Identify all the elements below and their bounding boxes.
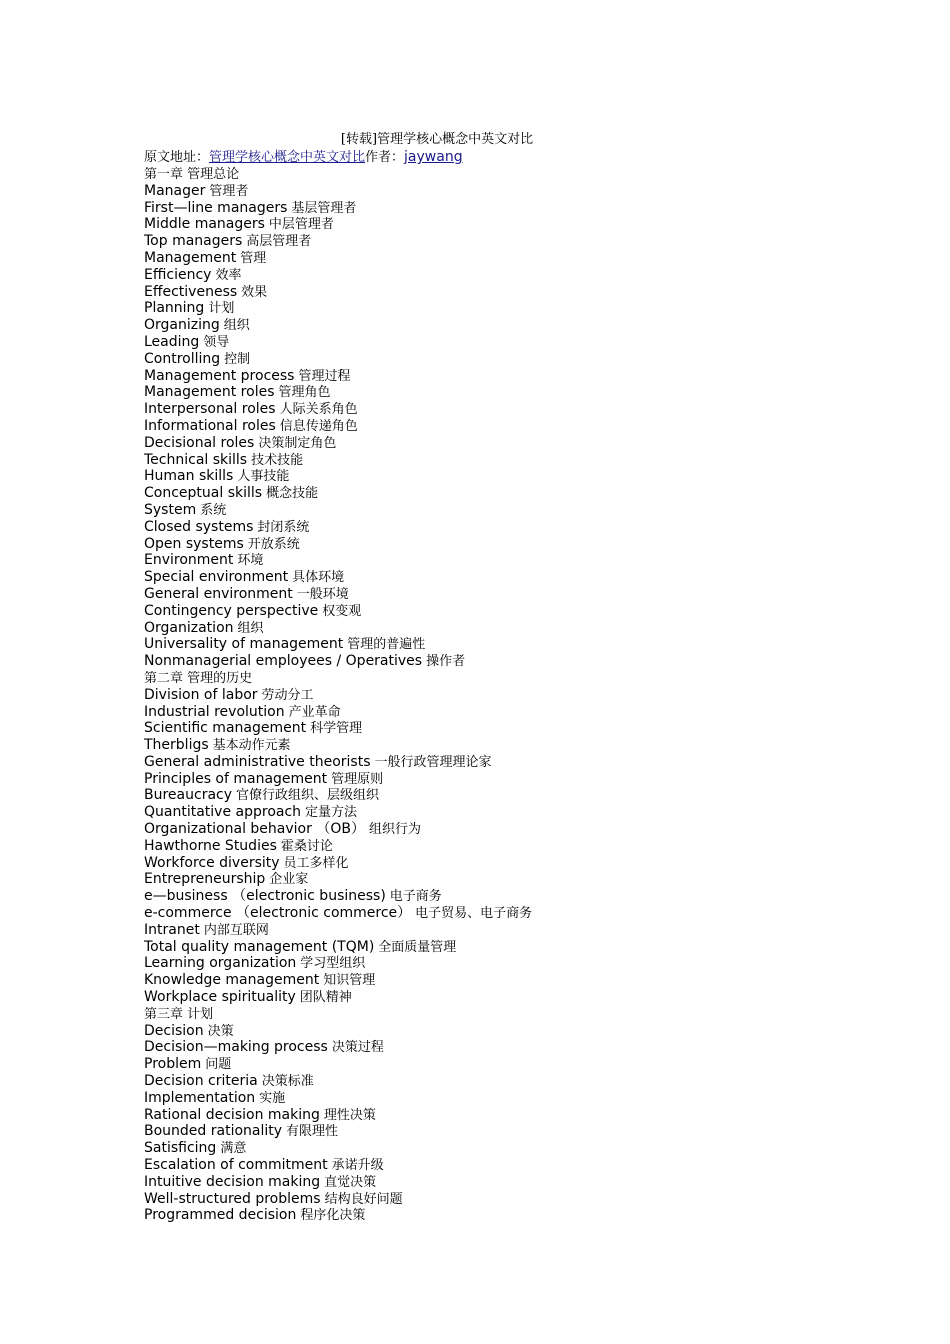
- term-chinese: 问题: [205, 1057, 232, 1073]
- glossary-entry: [144, 1107, 844, 1124]
- glossary-entry: [144, 435, 844, 452]
- term-english: Problem: [144, 1056, 202, 1073]
- term-english: Division of labor: [144, 686, 258, 703]
- glossary-entry: [144, 1090, 844, 1107]
- glossary-entry: [144, 922, 844, 939]
- term-chinese: 领导: [203, 334, 230, 350]
- term-english: Effectiveness: [144, 283, 238, 300]
- term-chinese: 学习型组织: [300, 956, 366, 972]
- term-english: Human skills: [144, 468, 234, 485]
- glossary-entry: [144, 1123, 844, 1140]
- term-english: Nonmanagerial employees / Operatives: [144, 653, 423, 670]
- term-chinese: 员工多样化: [283, 855, 349, 871]
- term-english: System: [144, 501, 197, 518]
- glossary-entry: [144, 250, 844, 267]
- term-english: General environment: [144, 585, 293, 602]
- glossary-entry: [144, 334, 844, 351]
- term-english: Decision: [144, 1022, 204, 1039]
- term-english: Learning organization: [144, 955, 297, 972]
- chapter-heading: [144, 670, 844, 687]
- term-english: Decision criteria: [144, 1073, 258, 1090]
- glossary-entry: [144, 720, 844, 737]
- glossary-entry: [144, 804, 844, 821]
- term-chinese: 实施: [259, 1090, 286, 1106]
- term-chinese: 企业家: [269, 872, 309, 888]
- term-english: Universality of management: [144, 636, 344, 653]
- glossary-entry: [144, 452, 844, 469]
- term-english: Intranet: [144, 921, 200, 938]
- term-english: Entrepreneurship: [144, 871, 266, 888]
- term-chinese: 一般环境: [296, 586, 349, 602]
- term-chinese: 信息传递角色: [279, 418, 358, 434]
- term-chinese: 高层管理者: [246, 234, 312, 250]
- term-english: Special environment: [144, 569, 289, 586]
- term-english: Environment: [144, 552, 234, 569]
- glossary-entry: [144, 485, 844, 502]
- glossary-entry: [144, 1157, 844, 1174]
- term-chinese: 科学管理: [310, 721, 363, 737]
- glossary-entry: [144, 704, 844, 721]
- term-english: Workforce diversity: [144, 854, 280, 871]
- term-english: Management roles: [144, 384, 275, 401]
- term-english: Management: [144, 249, 237, 266]
- glossary-entry: [144, 989, 844, 1006]
- glossary-entry: [144, 972, 844, 989]
- term-english: Industrial revolution: [144, 703, 285, 720]
- term-english: Top managers: [144, 233, 243, 250]
- term-english: Knowledge management: [144, 972, 320, 989]
- term-english: Decisional roles: [144, 434, 255, 451]
- glossary-entry: [144, 687, 844, 704]
- chapter-heading-text: 第三章 计划: [144, 1006, 214, 1022]
- glossary-entry: [144, 1073, 844, 1090]
- source-label: 原文地址：: [144, 150, 210, 165]
- term-chinese: 程序化决策: [300, 1208, 366, 1224]
- term-chinese: 管理: [240, 250, 267, 266]
- chapter-heading-text: 第一章 管理总论: [144, 167, 240, 182]
- term-english: Leading: [144, 333, 200, 350]
- term-chinese: 基层管理者: [291, 200, 357, 216]
- source-line: [144, 148, 844, 166]
- term-chinese: 基本动作元素: [212, 738, 291, 754]
- term-english: Planning: [144, 300, 205, 317]
- term-chinese: 管理者: [209, 183, 249, 199]
- term-chinese: 管理的普遍性: [347, 637, 426, 653]
- term-english: First—line managers: [144, 199, 288, 216]
- glossary-entry: [144, 317, 844, 334]
- term-chinese: 权变观: [322, 603, 362, 619]
- term-chinese: 操作者: [426, 654, 466, 670]
- chapter-heading-text: 第二章 管理的历史: [144, 670, 253, 686]
- term-english: Manager: [144, 182, 206, 199]
- glossary-entry: [144, 955, 844, 972]
- term-english: Contingency perspective: [144, 602, 319, 619]
- glossary-entry: [144, 284, 844, 301]
- glossary-entry: [144, 771, 844, 788]
- glossary-entry: [144, 552, 844, 569]
- term-english: Therbligs: [144, 737, 209, 754]
- term-english: Implementation: [144, 1089, 256, 1106]
- glossary-entry: [144, 653, 844, 670]
- term-chinese: 产业革命: [288, 704, 341, 720]
- term-english: Bounded rationality: [144, 1123, 283, 1140]
- term-chinese: 效率: [215, 267, 242, 283]
- term-chinese: 组织: [237, 620, 264, 636]
- term-english: Informational roles: [144, 417, 276, 434]
- term-english: Conceptual skills: [144, 485, 263, 502]
- term-chinese: 具体环境: [292, 570, 345, 586]
- term-chinese: 一般行政管理理论家: [374, 754, 492, 770]
- term-chinese: 管理角色: [278, 385, 331, 401]
- term-chinese: 团队精神: [299, 990, 352, 1006]
- glossary-entry: [144, 905, 844, 922]
- glossary-entry: [144, 384, 844, 401]
- term-chinese: 直觉决策: [324, 1174, 377, 1190]
- document-page: [144, 131, 844, 1224]
- chapter-heading: [144, 166, 844, 183]
- term-chinese: 官僚行政组织、层级组织: [236, 788, 380, 804]
- glossary-entry: [144, 1023, 844, 1040]
- term-chinese: 决策过程: [331, 1040, 384, 1056]
- glossary-entry: [144, 368, 844, 385]
- term-english: Well-structured problems: [144, 1190, 321, 1207]
- term-chinese: 组织: [223, 318, 250, 334]
- term-chinese: 霍桑讨论: [280, 838, 333, 854]
- term-chinese: 效果: [241, 284, 268, 300]
- glossary-entry: [144, 502, 844, 519]
- glossary-entry: [144, 636, 844, 653]
- term-chinese: 满意: [220, 1141, 247, 1157]
- term-chinese: 概念技能: [266, 486, 319, 502]
- term-chinese: 电子商务: [389, 889, 442, 905]
- term-english: Management process: [144, 367, 295, 384]
- term-english: Interpersonal roles: [144, 401, 276, 418]
- document-title: [转载]管理学核心概念中英文对比: [340, 132, 534, 147]
- term-english: Efficiency: [144, 266, 212, 283]
- glossary-entry: [144, 267, 844, 284]
- term-chinese: 开放系统: [247, 536, 300, 552]
- term-chinese: 内部互联网: [203, 922, 269, 938]
- glossary-entry: [144, 200, 844, 217]
- glossary-entry: [144, 401, 844, 418]
- glossary-entry: [144, 183, 844, 200]
- term-chinese: 决策: [207, 1023, 234, 1039]
- chapter-heading: [144, 1006, 844, 1023]
- glossary-list: [144, 166, 844, 1224]
- glossary-entry: [144, 569, 844, 586]
- term-english: Intuitive decision making: [144, 1173, 321, 1190]
- term-english: Decision—making process: [144, 1039, 328, 1056]
- glossary-entry: [144, 787, 844, 804]
- term-english: Closed systems: [144, 518, 254, 535]
- glossary-entry: [144, 1039, 844, 1056]
- term-chinese: 中层管理者: [268, 217, 334, 233]
- term-chinese: 电子贸易、电子商务: [415, 906, 533, 922]
- glossary-entry: [144, 351, 844, 368]
- glossary-entry: [144, 754, 844, 771]
- source-link[interactable]: 管理学核心概念中英文对比: [209, 150, 366, 165]
- term-chinese: 劳动分工: [261, 687, 314, 703]
- term-english: Controlling: [144, 350, 221, 367]
- glossary-entry: [144, 536, 844, 553]
- term-english: Scientific management: [144, 720, 307, 737]
- term-chinese: 知识管理: [323, 973, 376, 989]
- glossary-entry: [144, 233, 844, 250]
- term-chinese: 结构良好问题: [324, 1191, 403, 1207]
- glossary-entry: [144, 300, 844, 317]
- glossary-entry: [144, 821, 844, 838]
- term-english: Bureaucracy: [144, 787, 233, 804]
- term-chinese: 决策标准: [261, 1074, 314, 1090]
- glossary-entry: [144, 468, 844, 485]
- term-chinese: 定量方法: [305, 805, 358, 821]
- glossary-entry: [144, 838, 844, 855]
- glossary-entry: [144, 939, 844, 956]
- term-chinese: 有限理性: [286, 1124, 339, 1140]
- term-chinese: 管理过程: [298, 368, 351, 384]
- term-english: e—business （electronic business): [144, 888, 386, 905]
- term-english: Total quality management (TQM): [144, 938, 375, 955]
- term-english: Technical skills: [144, 451, 248, 468]
- glossary-entry: [144, 586, 844, 603]
- glossary-entry: [144, 1140, 844, 1157]
- term-english: Principles of management: [144, 770, 328, 787]
- glossary-entry: [144, 1174, 844, 1191]
- glossary-entry: [144, 519, 844, 536]
- term-chinese: 全面质量管理: [378, 939, 457, 955]
- term-english: General administrative theorists: [144, 753, 371, 770]
- glossary-entry: [144, 603, 844, 620]
- author-label: 作者：: [365, 150, 405, 165]
- glossary-entry: [144, 620, 844, 637]
- glossary-entry: [144, 1207, 844, 1224]
- term-chinese: 理性决策: [323, 1107, 376, 1123]
- term-english: Escalation of commitment: [144, 1157, 328, 1174]
- author-link[interactable]: jaywang: [404, 149, 463, 165]
- term-chinese: 计划: [208, 301, 235, 317]
- term-chinese: 技术技能: [251, 452, 304, 468]
- term-english: Rational decision making: [144, 1106, 320, 1123]
- term-chinese: 控制: [224, 351, 251, 367]
- term-english: Open systems: [144, 535, 244, 552]
- term-english: Middle managers: [144, 216, 265, 233]
- glossary-entry: [144, 216, 844, 233]
- term-english: Hawthorne Studies: [144, 837, 277, 854]
- term-english: Organizational behavior （OB）: [144, 821, 365, 838]
- term-chinese: 系统: [200, 502, 227, 518]
- term-english: Workplace spirituality: [144, 989, 296, 1006]
- term-chinese: 环境: [237, 553, 264, 569]
- term-chinese: 人际关系角色: [279, 402, 358, 418]
- glossary-entry: [144, 871, 844, 888]
- glossary-entry: [144, 1056, 844, 1073]
- term-chinese: 承诺升级: [331, 1158, 384, 1174]
- term-english: Organizing: [144, 317, 220, 334]
- term-english: Quantitative approach: [144, 804, 302, 821]
- glossary-entry: [144, 1191, 844, 1208]
- term-english: Programmed decision: [144, 1207, 297, 1224]
- term-english: Organization: [144, 619, 234, 636]
- term-english: Satisficing: [144, 1140, 217, 1157]
- term-chinese: 人事技能: [237, 469, 290, 485]
- term-chinese: 决策制定角色: [258, 435, 337, 451]
- term-chinese: 管理原则: [331, 771, 384, 787]
- term-chinese: 组织行为: [368, 822, 421, 838]
- term-chinese: 封闭系统: [257, 519, 310, 535]
- glossary-entry: [144, 418, 844, 435]
- term-english: e-commerce （electronic commerce）: [144, 905, 412, 922]
- glossary-entry: [144, 855, 844, 872]
- glossary-entry: [144, 737, 844, 754]
- glossary-entry: [144, 888, 844, 905]
